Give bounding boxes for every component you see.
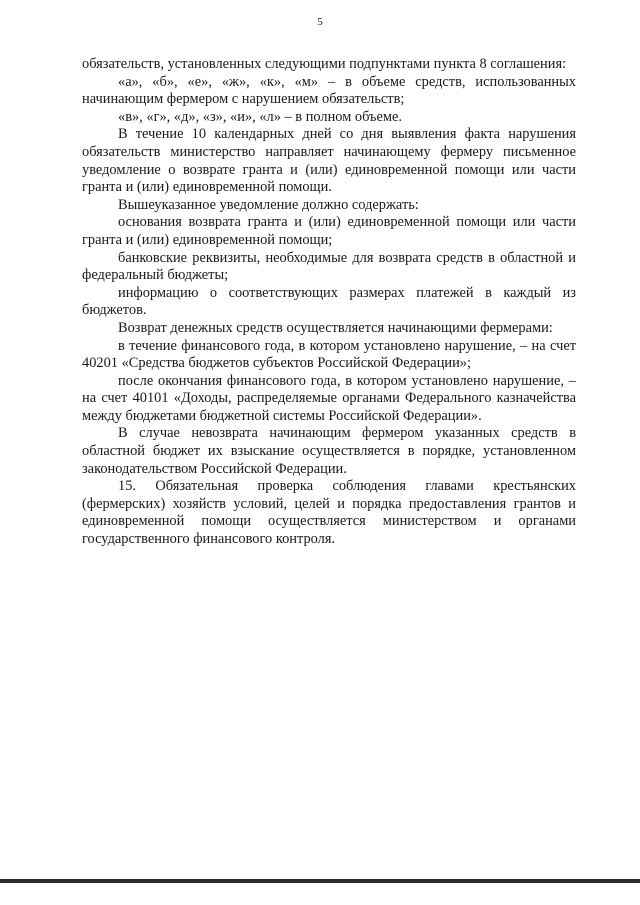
paragraph-3: «в», «г», «д», «з», «и», «л» – в полном объеме. xyxy=(118,108,402,125)
page-number: 5 xyxy=(317,16,323,28)
paragraph-12: В случае невозврата начинающим фермером указанных средств в областной бюджет их взыскание осуществляется в порядке, установленном законодательством Российской Федерации. xyxy=(82,425,576,477)
paragraph-13: 15. Обязательная проверка соблюдения главами крестьянских (фермерских) хозяйств условий, целей и порядка предоставления грантов и единовременной помощи осуществляется министерством и органами государственного финансового контроля. xyxy=(82,478,576,548)
paragraph-9: Возврат денежных средств осуществляется начинающими фермерами: xyxy=(118,319,553,336)
paragraph-2: «а», «б», «е», «ж», «к», «м» – в объеме средств, использованных начинающим фермером с нарушением обязательств; xyxy=(82,73,576,108)
paragraph-4: В течение 10 календарных дней со дня выявления факта нарушения обязательств министерство направляет начинающему фермеру письменное уведомление о возврате гранта и (или) единовременной помощи или части гранта и (или) единовременной помощи. xyxy=(82,126,576,196)
paragraph-11: после окончания финансового года, в котором установлено нарушение, – на счет 40101 «Доходы, распределяемые органами Федерального казначейства между бюджетами бюджетной системы Российской Федерации». xyxy=(82,372,576,424)
paragraph-1: обязательств, установленных следующими подпунктами пункта 8 соглашения: xyxy=(82,56,567,72)
paragraph-5: Вышеуказанное уведомление должно содержать: xyxy=(118,196,419,213)
paragraph-7: банковские реквизиты, необходимые для возврата средств в областной и федеральный бюджеты; xyxy=(82,249,576,284)
document-body xyxy=(82,56,576,549)
paragraph-8: информацию о соответствующих размерах платежей в каждый из бюджетов. xyxy=(82,284,576,319)
bottom-scan-edge xyxy=(0,879,640,883)
paragraph-6: основания возврата гранта и (или) единовременной помощи или части гранта и (или) единовременной помощи; xyxy=(82,214,576,248)
paragraph-10: в течение финансового года, в котором установлено нарушение, – на счет 40201 «Средства бюджетов субъектов Российской Федерации»; xyxy=(82,337,576,372)
